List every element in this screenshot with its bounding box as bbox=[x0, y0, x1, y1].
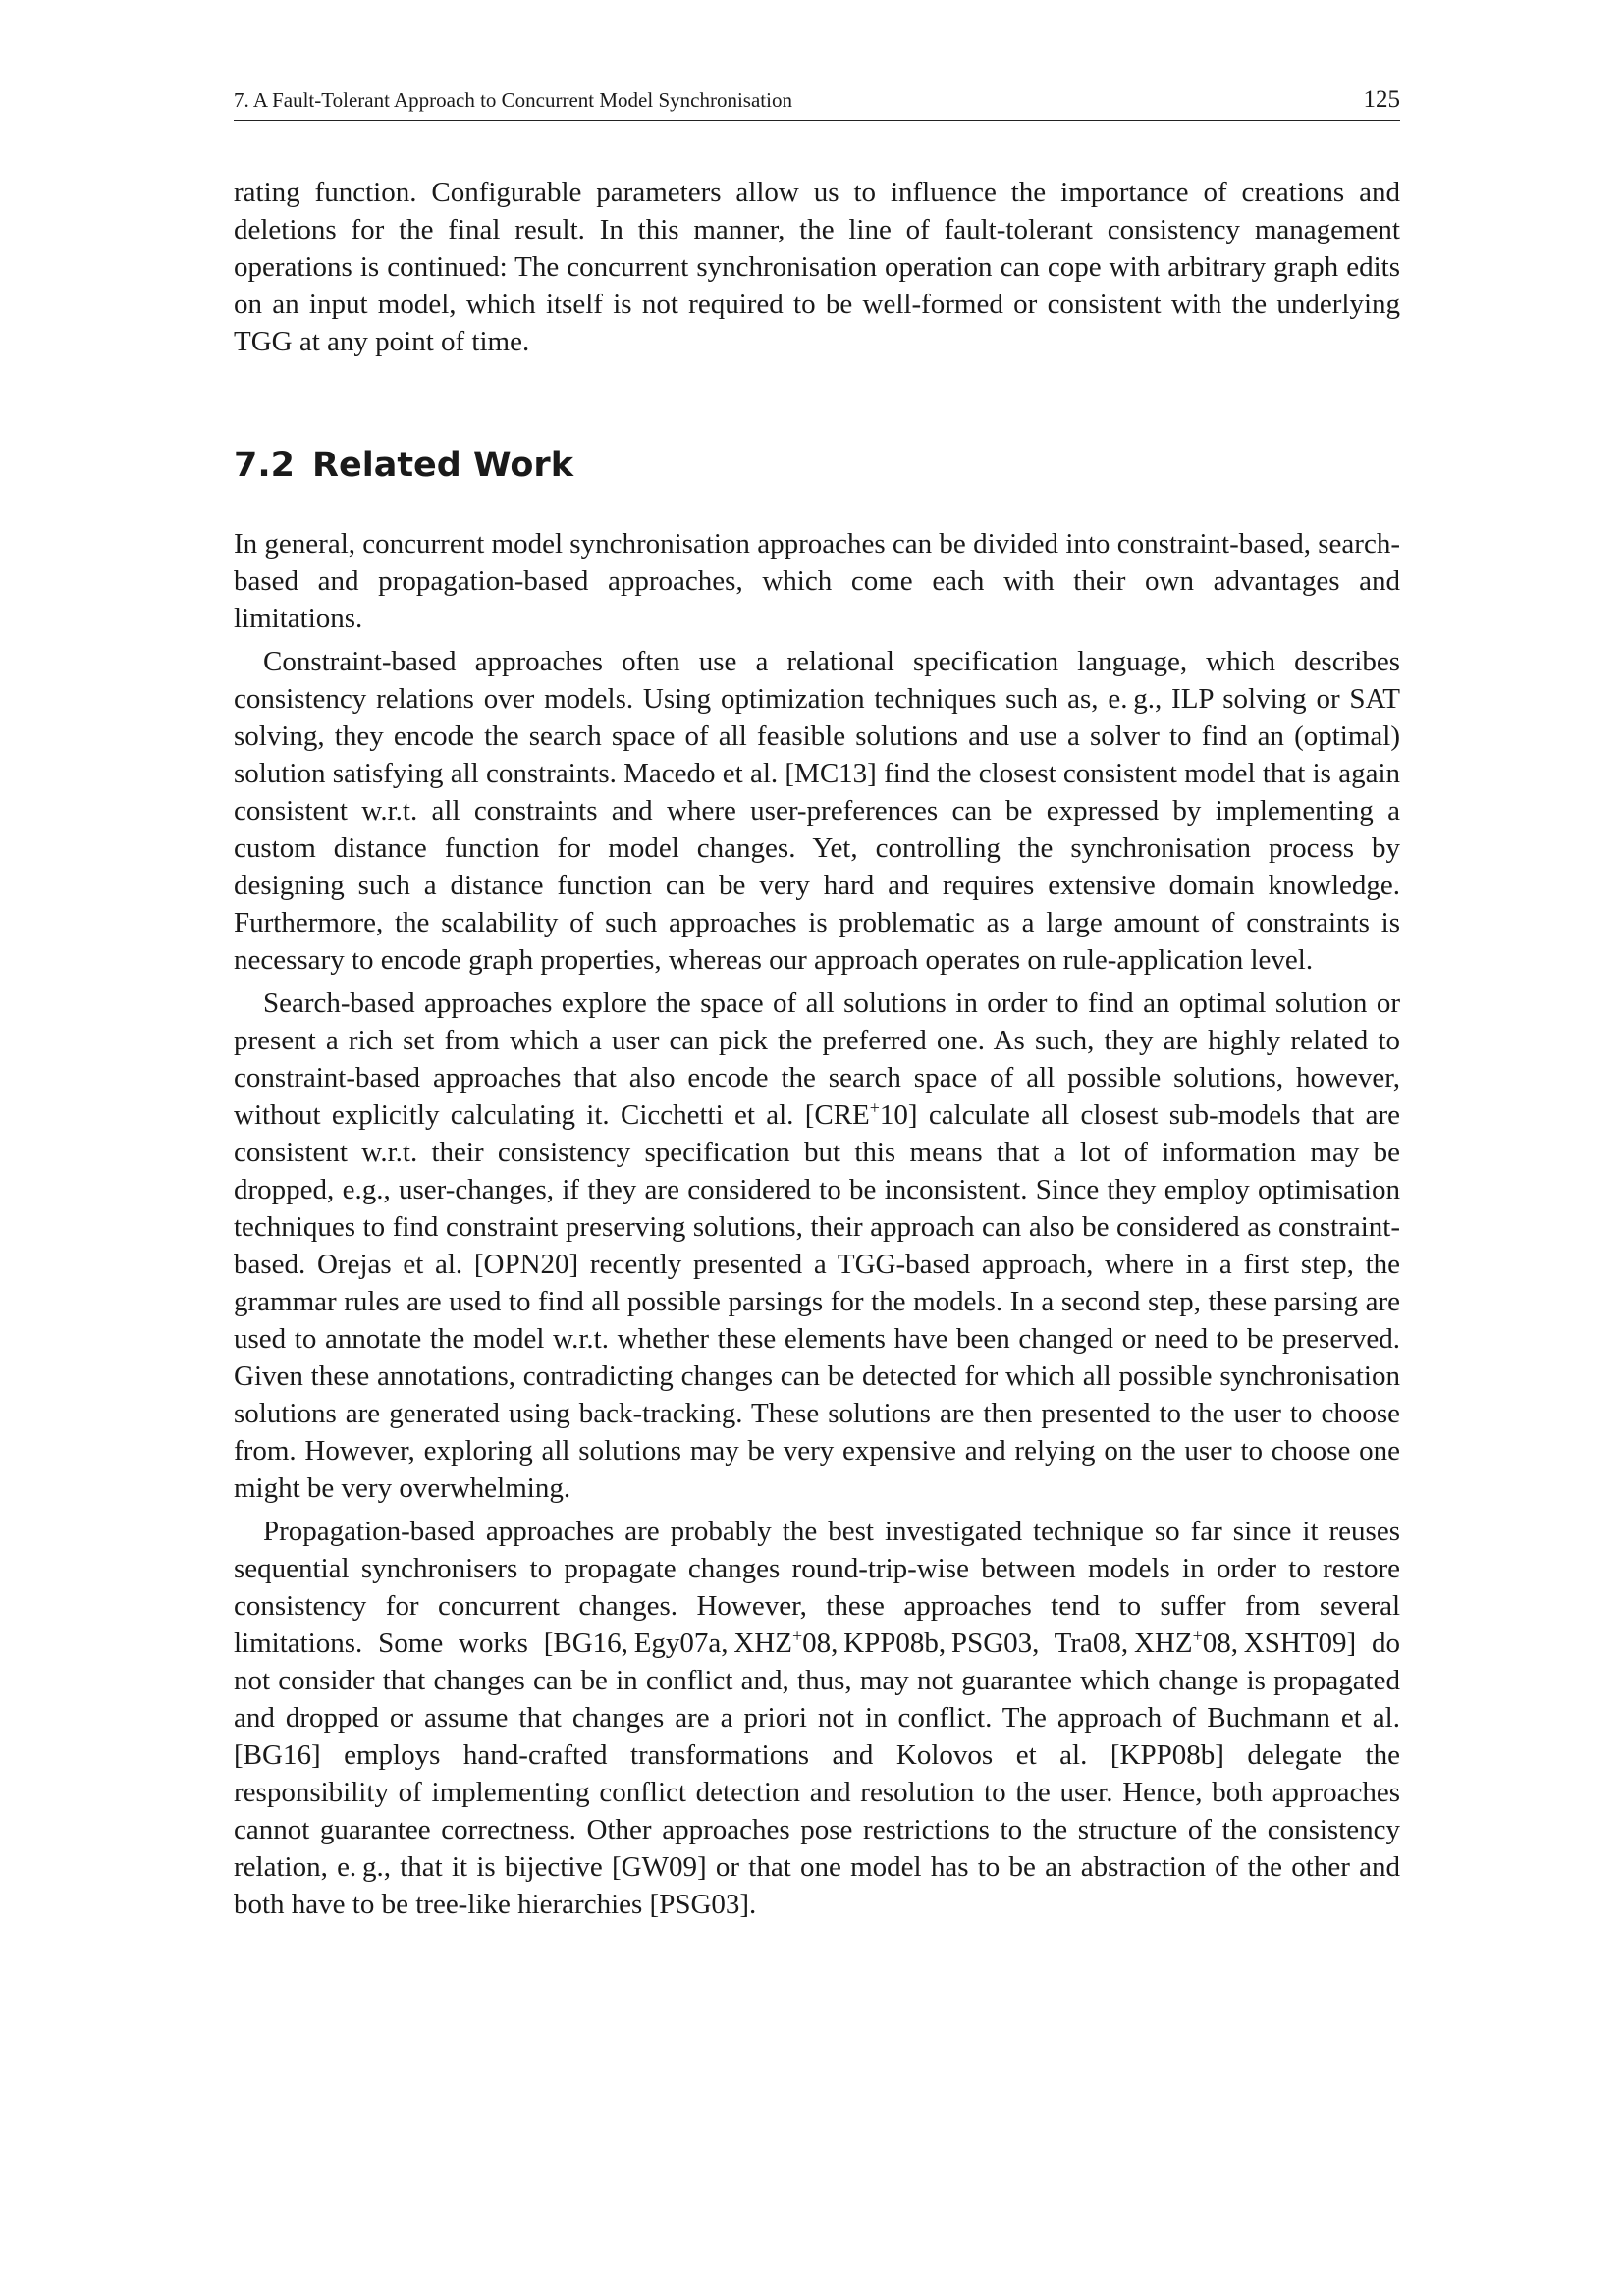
paragraph-search-based-part1: Search-based approaches explore the space of all solutions in order to find an optimal solution or present a rich set from which a user can pick the preferred one. As such, they are highly related to constraint-based approaches that also encode the search space of all possible solutions, however, without explicitly calculating it. Cicchetti et al. [CRE bbox=[234, 988, 1400, 1131]
paragraph-search-based-part2: 10] calculate all closest sub-models that are consistent w.r.t. their consistency specification but this means that a lot of information may be dropped, e.g., user-changes, if they are considered to be inconsistent. Since they employ optimisation techniques to find constraint preserving solutions, their approach can also be considered as constraint-based. Orejas et al. [OPN20] recently presented a TGG-based approach, where in a first step, the grammar rules are used to find all possible parsings for the models. In a second step, these parsing are used to annotate the model w.r.t. whether these elements have been changed or need to be preserved. Given these annotations, contradicting changes can be detected for which all possible synchronisation solutions are generated using back-tracking. These solutions are then presented to the user to choose from. However, exploring all solutions may be very expensive and relying on the user to choose one might be very overwhelming. bbox=[234, 1099, 1400, 1504]
paragraph-search-based bbox=[234, 985, 1400, 1507]
paragraph-propagation-based bbox=[234, 1513, 1400, 1923]
section-number: 7.2 bbox=[234, 446, 296, 485]
superscript-plus: + bbox=[791, 1626, 803, 1646]
paragraph-propagation-based-part2: 08, KPP08b, PSG03, Tra08, XHZ bbox=[802, 1628, 1193, 1659]
paragraph-constraint-based: Constraint-based approaches often use a relational specification language, which describes consistency relations over models. Using optimization techniques such as, e. g., ILP solving or SAT solving, they encode the search space of all feasible solutions and use a solver to find an (optimal) solution satisfying all constraints. Macedo et al. [MC13] find the closest consistent model that is again consistent w.r.t. all constraints and where user-preferences can be expressed by implementing a custom distance function for model changes. Yet, controlling the synchronisation process by designing such a distance function can be very hard and requires extensive domain knowledge. Furthermore, the scalability of such approaches is problematic as a large amount of constraints is necessary to encode graph properties, whereas our approach operates on rule-application level. bbox=[234, 646, 1400, 976]
superscript-plus: + bbox=[1192, 1626, 1203, 1646]
document-page bbox=[234, 86, 1400, 1923]
superscript-plus: + bbox=[869, 1097, 880, 1118]
page-number: 125 bbox=[1363, 86, 1400, 113]
paragraph-propagation-based-part1: Propagation-based approaches are probably the best investigated technique so far since it reuses sequential synchronisers to propagate changes round-trip-wise between models in order to restore consistency for concurrent changes. However, these approaches tend to suffer from several limitations. Some works [BG16, Egy07a, XHZ bbox=[234, 1516, 1400, 1659]
body-text bbox=[234, 174, 1400, 1923]
running-title: 7. A Fault-Tolerant Approach to Concurrent Model Synchronisation bbox=[234, 88, 792, 112]
section-title: Related Work bbox=[312, 446, 573, 485]
intro-paragraph: rating function. Configurable parameters allow us to influence the importance of creations and deletions for the final result. In this manner, the line of fault-tolerant consistency management operations is continued: The concurrent synchronisation operation can cope with arbitrary graph edits on an input model, which itself is not required to be well-formed or consistent with the underlying TGG at any point of time. bbox=[234, 177, 1400, 357]
paragraph-overview: In general, concurrent model synchronisation approaches can be divided into constraint-based, search-based and propagation-based approaches, which come each with their own advantages and limitations. bbox=[234, 528, 1400, 634]
running-header bbox=[234, 86, 1400, 121]
section-heading bbox=[234, 447, 1400, 484]
paragraph-propagation-based-part3: 08, XSHT09] do not consider that changes can be in conflict and, thus, may not guarantee which change is propagated and dropped or assume that changes are a priori not in conflict. The approach of Buchmann et al. [BG16] employs hand-crafted transformations and Kolovos et al. [KPP08b] delegate the responsibility of implementing conflict detection and resolution to the user. Hence, both approaches cannot guarantee correctness. Other approaches pose restrictions to the structure of the consistency relation, e. g., that it is bijective [GW09] or that one model has to be an abstraction of the other and both have to be tree-like hierarchies [PSG03]. bbox=[234, 1628, 1400, 1920]
